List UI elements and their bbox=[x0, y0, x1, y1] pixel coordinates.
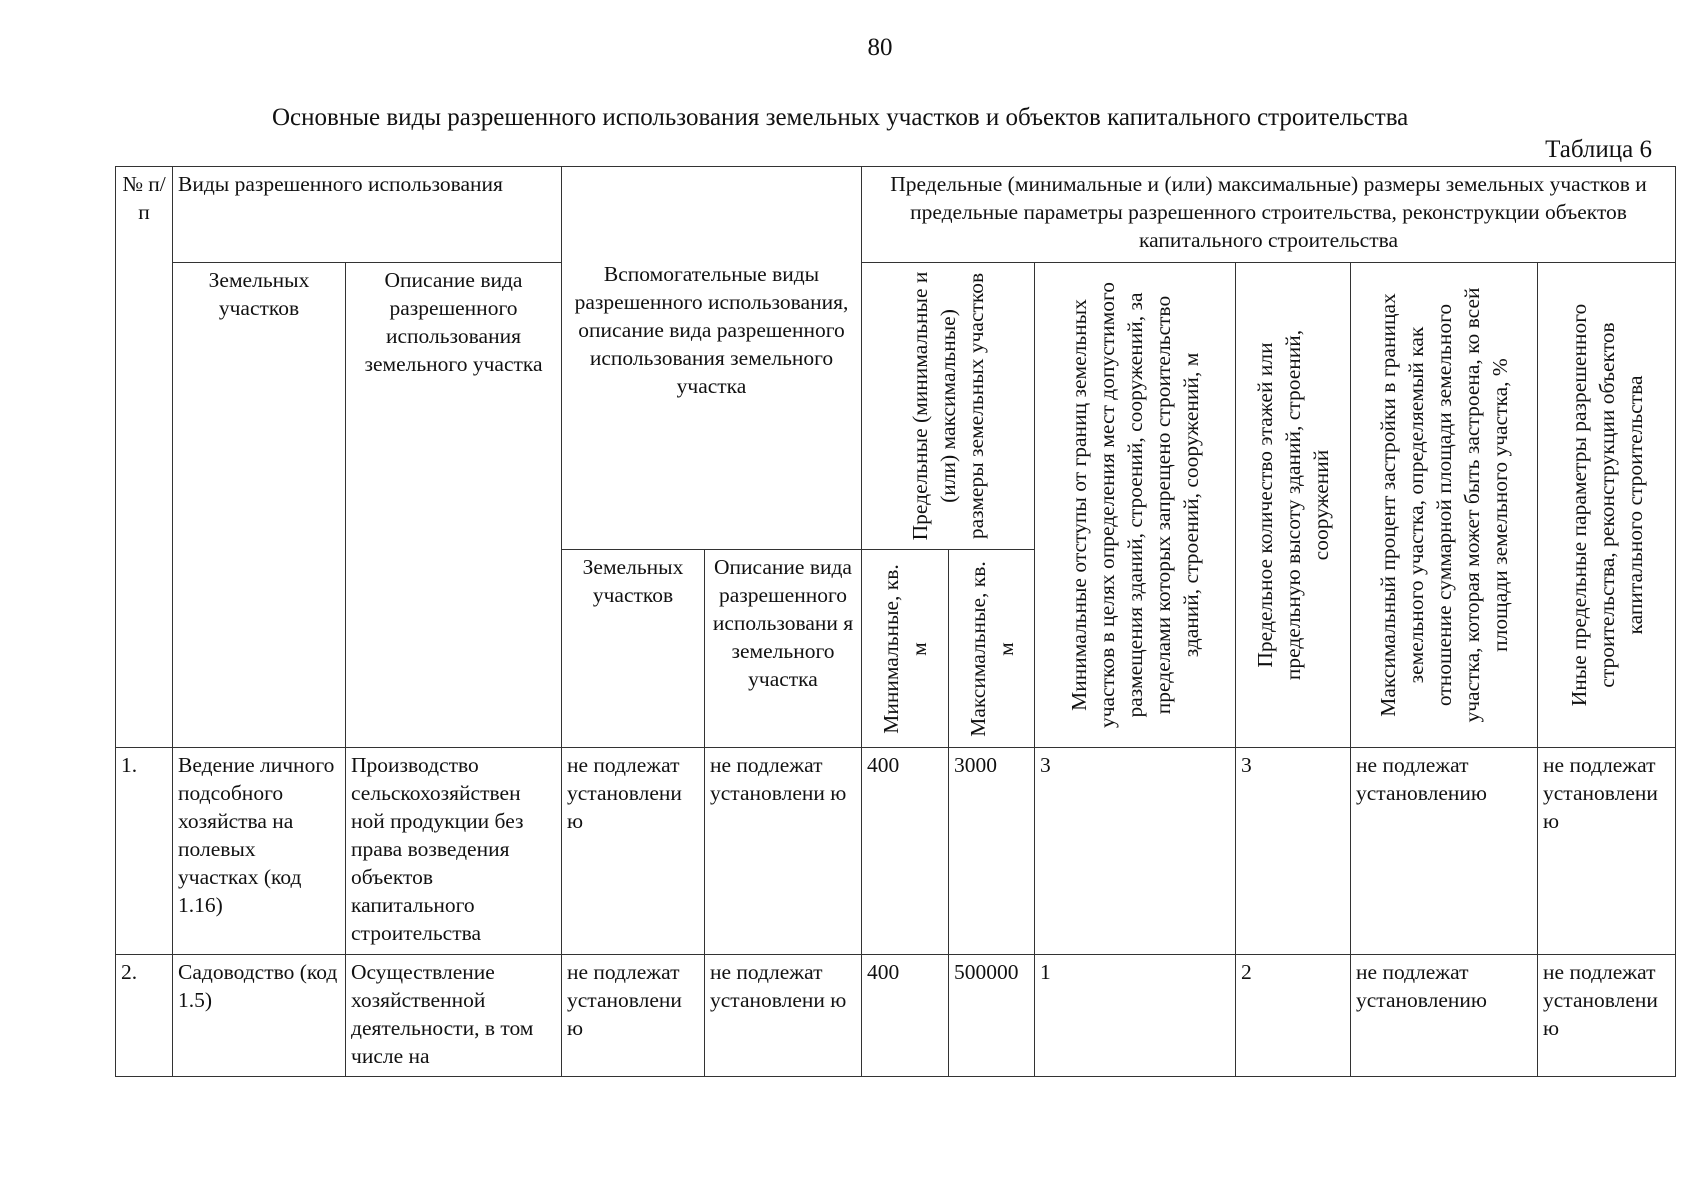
row-floors: 3 bbox=[1236, 748, 1351, 955]
row-min-area: 400 bbox=[862, 955, 949, 1077]
row-number: 2. bbox=[116, 955, 173, 1077]
row-aux-description: не подлежат установлени ю bbox=[705, 955, 862, 1077]
header-main-uses: Виды разрешенного использования bbox=[173, 167, 562, 263]
header-floors-text: Предельное количество этажей или предельную высоту зданий, строений, сооружений bbox=[1253, 329, 1334, 681]
header-coverage bbox=[1351, 263, 1538, 748]
header-setbacks-text: Минимальные отступы от границ земельных участков в целях определения мест допустимого размещения зданий, строений, сооружений, за пределами которых запрещено строительство зданий, строений, сооружений, м bbox=[1067, 281, 1204, 729]
row-number: 1. bbox=[116, 748, 173, 955]
header-floors bbox=[1236, 263, 1351, 748]
row-other: не подлежат установлени ю bbox=[1538, 748, 1676, 955]
land-use-table bbox=[115, 166, 1676, 1077]
row-max-area: 3000 bbox=[949, 748, 1035, 955]
header-auxiliary-uses: Вспомогательные виды разрешенного использования, описание вида разрешенного использования земельного участка bbox=[562, 167, 862, 550]
row-other: не подлежат установлени ю bbox=[1538, 955, 1676, 1077]
row-setback: 3 bbox=[1035, 748, 1236, 955]
header-limits: Предельные (минимальные и (или) максимальные) размеры земельных участков и предельные параметры разрешенного строительства, реконструкции объектов капитального строительства bbox=[862, 167, 1676, 263]
table-caption: Таблица 6 bbox=[1545, 136, 1652, 163]
header-plot-description: Описание вида разрешенного использования земельного участка bbox=[346, 263, 562, 748]
row-aux-plot: не подлежат установлени ю bbox=[562, 748, 705, 955]
header-min-area-text: Минимальные, кв. м bbox=[879, 563, 932, 734]
table-row bbox=[116, 955, 1676, 1077]
row-plot: Ведение личного подсобного хозяйства на полевых участках (код 1.16) bbox=[173, 748, 346, 955]
header-other-text: Иные предельные параметры разрешенного строительства, реконструкции объектов капитального строительства bbox=[1566, 303, 1647, 707]
header-coverage-text: Максимальный процент застройки в границах земельного участка, определяемый как отношение суммарной площади земельного участка, которая может быть застроена, ко всей площади земельного участка, % bbox=[1376, 287, 1513, 723]
header-size-limits bbox=[862, 263, 1035, 550]
header-max-area bbox=[949, 550, 1035, 748]
header-aux-description: Описание вида разрешенного использовани я земельного участка bbox=[705, 550, 862, 748]
table-row bbox=[116, 748, 1676, 955]
header-size-limits-text: Предельные (минимальные и (или) максимальные) размеры земельных участков bbox=[908, 271, 989, 541]
header-aux-plots: Земельных участков bbox=[562, 550, 705, 748]
document-title: Основные виды разрешенного использования земельных участков и объектов капитального строительства bbox=[272, 104, 1409, 131]
row-aux-plot: не подлежат установлени ю bbox=[562, 955, 705, 1077]
row-description: Осуществление хозяйственной деятельности, в том числе на bbox=[346, 955, 562, 1077]
row-min-area: 400 bbox=[862, 748, 949, 955]
header-number: № п/п bbox=[116, 167, 173, 748]
page-number: 80 bbox=[867, 34, 893, 61]
row-description: Производство сельскохозяйствен ной продукции без права возведения объектов капитального строительства bbox=[346, 748, 562, 955]
header-other bbox=[1538, 263, 1676, 748]
row-aux-description: не подлежат установлени ю bbox=[705, 748, 862, 955]
row-coverage: не подлежат установлению bbox=[1351, 748, 1538, 955]
row-setback: 1 bbox=[1035, 955, 1236, 1077]
header-max-area-text: Максимальные, кв. м bbox=[965, 560, 1018, 737]
header-setbacks bbox=[1035, 263, 1236, 748]
row-floors: 2 bbox=[1236, 955, 1351, 1077]
row-max-area: 500000 bbox=[949, 955, 1035, 1077]
header-min-area bbox=[862, 550, 949, 748]
header-plots: Земельных участков bbox=[173, 263, 346, 748]
row-plot: Садоводство (код 1.5) bbox=[173, 955, 346, 1077]
row-coverage: не подлежат установлению bbox=[1351, 955, 1538, 1077]
